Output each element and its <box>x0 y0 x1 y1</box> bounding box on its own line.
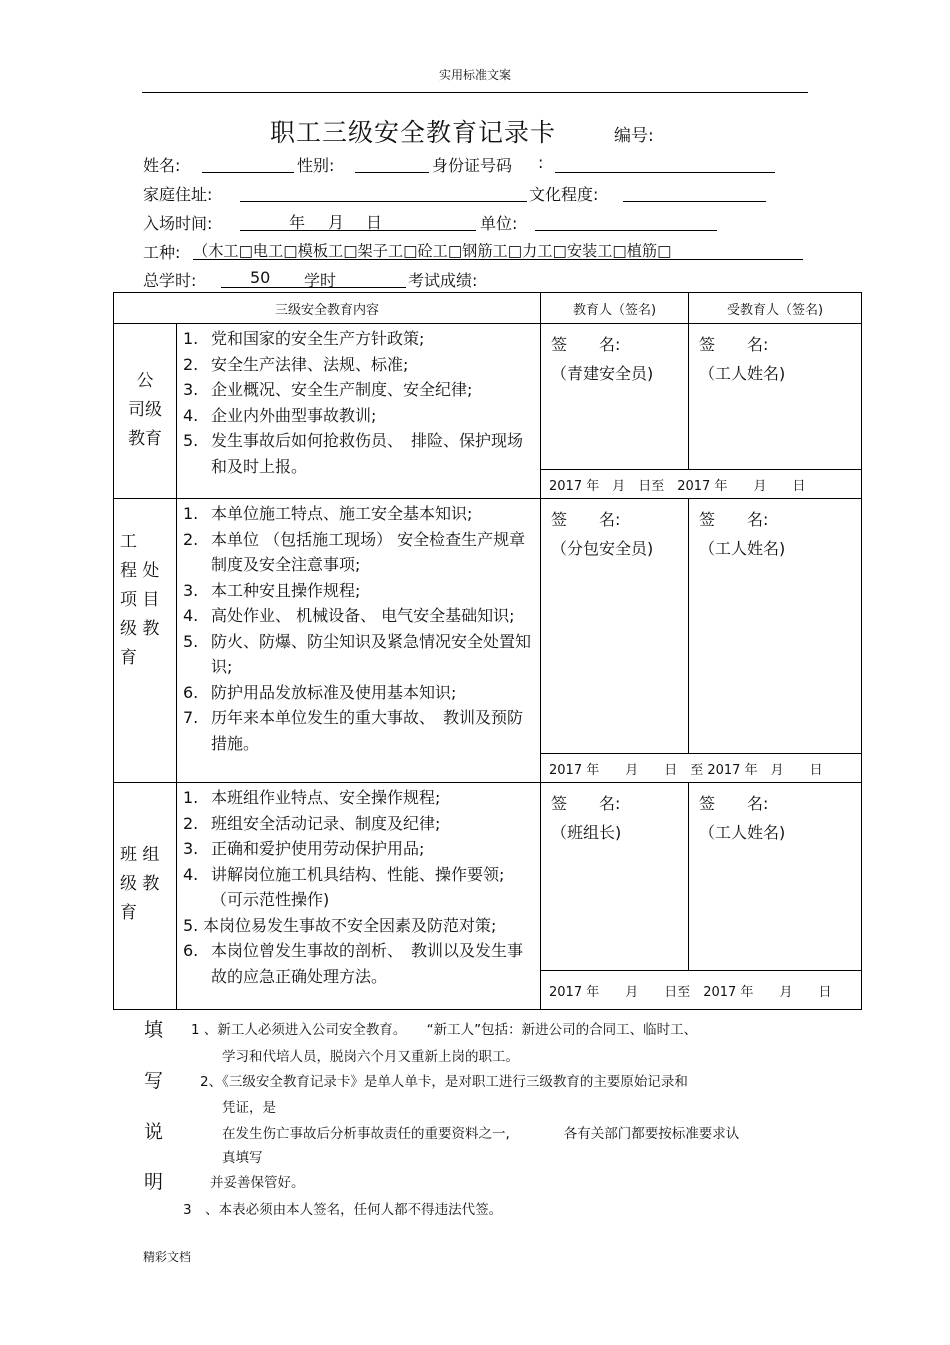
gender-field[interactable] <box>355 172 429 173</box>
address-label: 家庭住址: <box>143 185 213 204</box>
total-hours-unit: 学时 <box>304 271 337 290</box>
notes-side-char: 填 <box>144 1019 164 1041</box>
education-label: 文化程度: <box>529 185 599 204</box>
trainee-signature-cell[interactable]: 签 名: （工人姓名) <box>689 324 862 470</box>
team-level-items <box>177 783 541 1010</box>
trainee-signature-cell[interactable]: 签 名: （工人姓名) <box>689 783 862 971</box>
educator-signature-cell[interactable]: 签 名: （分包安全员) <box>541 499 689 754</box>
header-content: 三级安全教育内容 <box>114 293 541 324</box>
date-range[interactable]: 2017 年 月 日至 2017 年 月 日 <box>541 971 862 1010</box>
list-item: 3. 本工种安且操作规程; <box>183 580 361 600</box>
note-line: 3 、本表必须由本人签名，任何人都不得违法代签。 <box>183 1202 503 1218</box>
level-team: 班 组 级 教 育 <box>114 783 177 1010</box>
list-item: 6. 防护用品发放标准及使用基本知识; <box>183 682 457 702</box>
list-item: 4. 高处作业、 机械设备、 电气安全基础知识; <box>183 606 515 625</box>
trade-label: 工种: <box>143 243 181 262</box>
level-company: 公 司级 教育 <box>114 324 177 499</box>
entry-time-label: 入场时间: <box>143 214 213 233</box>
entry-day-label: 日 <box>366 213 383 232</box>
address-field[interactable] <box>240 201 527 202</box>
education-record-table <box>113 292 862 1010</box>
total-hours-label: 总学时: <box>143 271 197 290</box>
note-line: 2、《三级安全教育记录卡》是单人单卡，是对职工进行三级教育的主要原始记录和 <box>200 1074 688 1090</box>
list-item: 7. 历年来本单位发生的重大事故、 教训及预防措施。 <box>183 708 524 753</box>
name-field[interactable] <box>202 172 294 173</box>
date-range[interactable]: 2017 年 月 日 至 2017 年 月 日 <box>541 754 862 783</box>
header-divider <box>142 92 808 93</box>
list-item: 2. 班组安全活动记录、制度及纪律; <box>183 813 441 833</box>
id-number-colon: : <box>538 153 544 172</box>
name-label: 姓名: <box>143 156 181 175</box>
note-line: 真填写 <box>222 1150 263 1166</box>
notes-side-char: 写 <box>144 1070 164 1092</box>
list-item: 1. 本班组作业特点、安全操作规程; <box>183 788 441 807</box>
entry-month-label: 月 <box>328 213 345 232</box>
note-line: 凭证，是 <box>222 1100 276 1116</box>
educator-signature-cell[interactable]: 签 名: （班组长) <box>541 783 689 971</box>
exam-score-label: 考试成绩: <box>408 271 478 290</box>
notes-side-char: 明 <box>144 1171 164 1193</box>
notes-side-char: 说 <box>144 1121 164 1143</box>
education-field[interactable] <box>623 201 766 202</box>
note-line: 学习和代培人员，脱岗六个月又重新上岗的职工。 <box>222 1049 519 1065</box>
total-hours-value: 50 <box>250 268 271 287</box>
entry-year-label: 年 <box>289 213 306 232</box>
serial-number-label: 编号: <box>614 126 654 146</box>
company-level-items <box>177 324 541 499</box>
page-footer: 精彩文档 <box>143 1250 192 1264</box>
trainee-signature-cell[interactable]: 签 名: （工人姓名) <box>689 499 862 754</box>
list-item: 5. 本岗位易发生事故不安全因素及防范对策; <box>183 915 497 935</box>
trade-options[interactable]: （木工□电工□模板工□架子工□砼工□钢筋工□力工□安装工□植筋□ <box>193 242 672 260</box>
list-item: 4. 讲解岗位施工机具结构、性能、操作要领;（可示范性操作) <box>183 864 505 909</box>
unit-label: 单位: <box>480 214 518 233</box>
list-item: 5. 发生事故后如何抢救伤员、 排险、保护现场和及时上报。 <box>183 431 524 476</box>
page-header: 实用标准文案 <box>438 68 511 82</box>
note-line: 1 、新工人必须进入公司安全教育。 “新工人”包括：新进公司的合同工、临时工、 <box>191 1022 698 1038</box>
educator-signature-cell[interactable]: 签 名: （青建安全员) <box>541 324 689 470</box>
note-line: 在发生伤亡事故后分析事故责任的重要资料之一, 各有关部门都要按标准要求认 <box>222 1126 740 1142</box>
id-number-field[interactable] <box>555 172 775 173</box>
list-item: 5. 防火、防爆、防尘知识及紧急情况安全处置知识; <box>183 631 532 676</box>
id-number-label: 身份证号码 <box>432 156 513 175</box>
document-title: 职工三级安全教育记录卡 <box>270 118 557 147</box>
project-level-items <box>177 499 541 783</box>
list-item: 2. 本单位 （包括施工现场） 安全检查生产规章制度及安全注意事项; <box>183 529 526 574</box>
list-item: 6. 本岗位曾发生事故的剖析、 教训以及发生事故的应急正确处理方法。 <box>183 941 524 986</box>
list-item: 3. 企业概况、安全生产制度、安全纪律; <box>183 380 473 399</box>
list-item: 1. 本单位施工特点、施工安全基本知识; <box>183 504 473 523</box>
header-trainee: 受教育人（签名) <box>689 293 862 324</box>
list-item: 3. 正确和爱护使用劳动保护用品; <box>183 839 425 858</box>
unit-field[interactable] <box>535 230 717 231</box>
note-line: 并妥善保管好。 <box>210 1175 305 1191</box>
trade-underline <box>193 259 803 260</box>
date-range[interactable]: 2017 年 月 日至 2017 年 月 日 <box>541 470 862 499</box>
list-item: 4. 企业内外曲型事故教训; <box>183 405 377 425</box>
header-educator: 教育人（签名) <box>541 293 689 324</box>
level-project: 工 程 处 项 目 级 教 育 <box>114 499 177 783</box>
list-item: 1. 党和国家的安全生产方针政策; <box>183 329 425 348</box>
gender-label: 性别: <box>297 156 335 175</box>
entry-time-field[interactable] <box>240 230 476 231</box>
list-item: 2. 安全生产法律、法规、标准; <box>183 354 409 374</box>
